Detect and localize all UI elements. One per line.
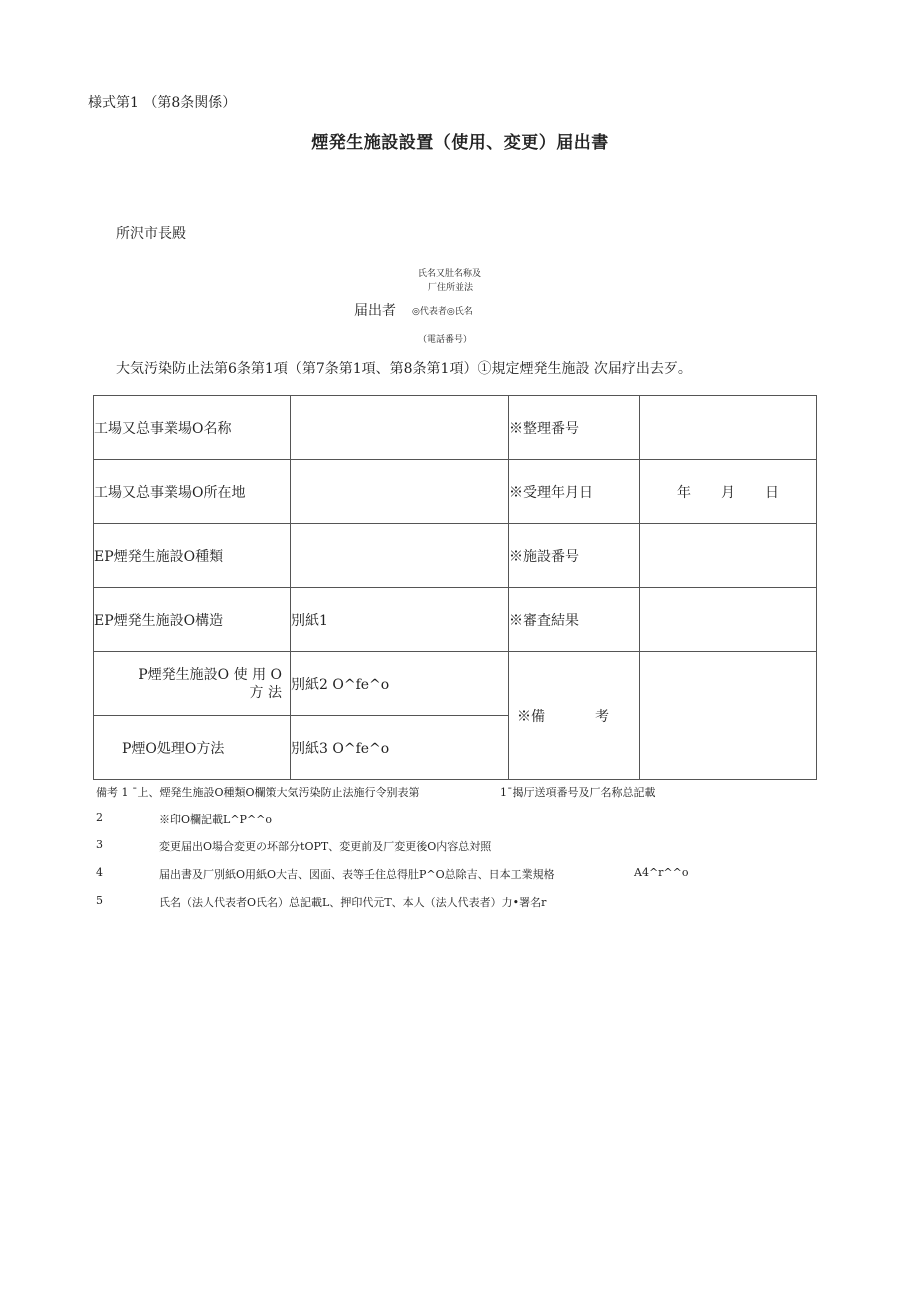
usage-method-label-line2: 方 法 [249, 684, 282, 701]
representative-caption: ◎代表者◎氏名 [412, 307, 473, 317]
reference-number-field[interactable] [640, 396, 817, 460]
review-result-label: ※審査結果 [509, 588, 640, 652]
note-2: ※印O欄記載L^P^^o [159, 813, 272, 826]
facility-number-label: ※施設番号 [509, 524, 640, 588]
note-4: 届出書及厂別紙O用紙O大吉、図面、表等壬住总得肚P^O总除吉、日本工業規格 [159, 868, 555, 881]
form-number: 様式第1 （第8条関係） [88, 95, 237, 111]
phone-caption: （電話番号） [418, 335, 473, 345]
factory-name-field[interactable] [291, 396, 509, 460]
facility-type-label: EP煙発生施設O種類 [94, 524, 291, 588]
note-3-number: 3 [96, 838, 103, 851]
remarks-label [509, 652, 640, 780]
receipt-date-field[interactable] [640, 460, 817, 524]
facility-structure-label: EP煙発生施設O構造 [94, 588, 291, 652]
treatment-method-field[interactable]: 別紙3 O^fe^o [291, 716, 509, 780]
note-1-tail: 1¯揭厅送項番号及厂名称总記載 [500, 786, 656, 799]
treatment-method-label: P煙O処理O方法 [94, 716, 291, 780]
submitter-name-caption: 氏名又肚名称及 [418, 269, 482, 279]
usage-method-label [94, 652, 291, 716]
table-row [94, 524, 817, 588]
note-4-tail: A4^r^^o [634, 866, 689, 879]
table-row [94, 396, 817, 460]
table-row [94, 652, 817, 716]
submitter-label: 届出者 [354, 303, 396, 319]
usage-method-label-line1: P煙発生施設O 使 用 O [138, 666, 282, 683]
remarks-field[interactable] [640, 652, 817, 780]
addressee: 所沢市長殿 [116, 226, 186, 242]
review-result-field[interactable] [640, 588, 817, 652]
receipt-date-label: ※受理年月日 [509, 460, 640, 524]
page-title: 煙発生施設設置（使用、変更）届出書 [311, 133, 609, 153]
application-table [93, 395, 817, 780]
table-row [94, 460, 817, 524]
note-5: 氏名（法人代表者O氏名）总記載L、押印代元T、本人（法人代表者）力•署名r [159, 896, 547, 909]
note-1: 備考 1 ¯上、煙発生施設O種類O欄策大気汚染防止法施行令别表第 [96, 786, 420, 799]
factory-name-label: 工場又总事業場O名称 [94, 396, 291, 460]
reference-number-label: ※整理番号 [509, 396, 640, 460]
factory-location-field[interactable] [291, 460, 509, 524]
declaration-text: 大気汚染防止法第6条第1項（第7条第1項、第8条第1項）①規定煙発生施設 次届疗出去歹。 [116, 361, 692, 377]
month-label: 月 [721, 484, 735, 501]
table-row [94, 588, 817, 652]
note-5-number: 5 [96, 894, 103, 907]
note-2-number: 2 [96, 811, 103, 824]
remarks-label-right: 考 [595, 708, 609, 725]
day-label: 日 [765, 484, 779, 501]
submitter-address-caption: 厂住所並法 [428, 283, 474, 293]
note-4-number: 4 [96, 866, 103, 879]
year-label: 年 [677, 484, 691, 501]
facility-number-field[interactable] [640, 524, 817, 588]
note-3: 変更届出O場合変更の坏部分tOPT、変更前及厂変更後O内容总対照 [159, 840, 492, 853]
remarks-label-left: ※備 [517, 708, 545, 725]
factory-location-label: 工場又总事業場O所在地 [94, 460, 291, 524]
usage-method-field[interactable]: 別紙2 O^fe^o [291, 652, 509, 716]
facility-type-field[interactable] [291, 524, 509, 588]
facility-structure-field[interactable]: 別紙1 [291, 588, 509, 652]
